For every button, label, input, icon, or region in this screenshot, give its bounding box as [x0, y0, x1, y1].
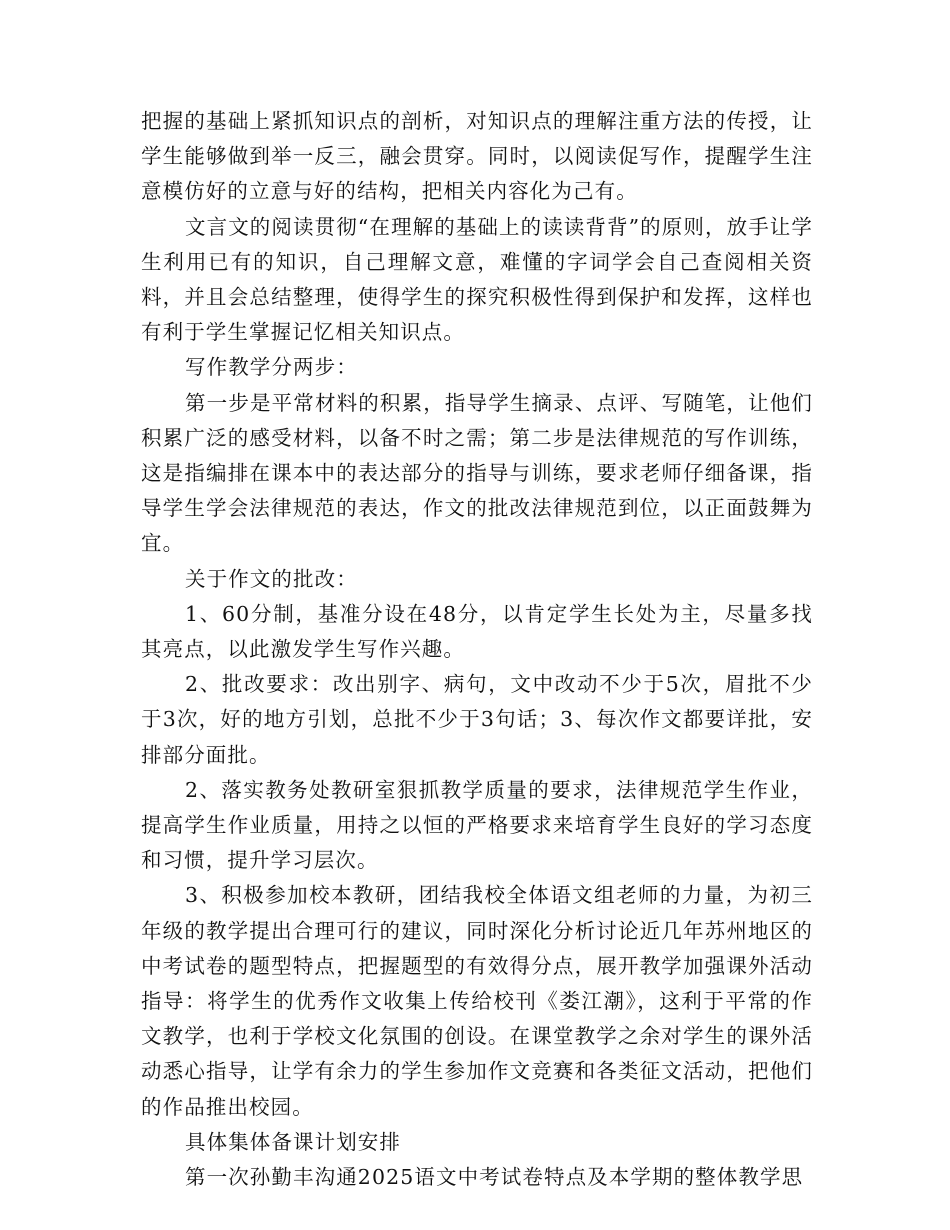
paragraph: 文言文的阅读贯彻“在理解的基础上的读读背背”的原则，放手让学生利用已有的知识，自己理解文意，难懂的字词学会自己查阅相关资料，并且会总结整理，使得学生的探究积极性得到保护和发挥，这样也有利于学生掌握记忆相关知识点。: [141, 214, 813, 345]
paragraph: 3、积极参加校本教研，团结我校全体语文组老师的力量，为初三年级的教学提出合理可行的建议，同时深化分析讨论近几年苏州地区的中考试卷的题型特点，把握题型的有效得分点，展开教学加强课外活动指导：将学生的优秀作文收集上传给校刊《娄江潮》，这利于平常的作文教学，也利于学校文化氛围的创设。在课堂教学之余对学生的课外活动悉心指导，让学有余力的学生参加作文竞赛和各类征文活动，把他们的作品推出校园。: [141, 883, 813, 1119]
paragraph: 第一步是平常材料的积累，指导学生摘录、点评、写随笔，让他们积累广泛的感受材料，以备不时之需；第二步是法律规范的写作训练，这是指编排在课本中的表达部分的指导与训练，要求老师仔细备课，指导学生学会法律规范的表达，作文的批改法律规范到位，以正面鼓舞为宜。: [141, 390, 813, 556]
paragraph: 第一次孙勤丰沟通2025语文中考试卷特点及本学期的整体教学思: [185, 1165, 804, 1190]
paragraph: 把握的基础上紧抓知识点的剖析，对知识点的理解注重方法的传授，让学生能够做到举一反三，融会贯穿。同时，以阅读促写作，提醒学生注意模仿好的立意与好的结构，把相关内容化为己有。: [141, 109, 813, 204]
paragraph: 具体集体备课计划安排: [185, 1129, 401, 1154]
paragraph: 2、落实教务处教研室狠抓教学质量的要求，法律规范学生作业，提高学生作业质量，用持之以恒的严格要求来培育学生良好的学习态度和习惯，提升学习层次。: [141, 777, 813, 873]
paragraph: 写作教学分两步：: [185, 355, 358, 380]
paragraph: 关于作文的批改：: [185, 566, 358, 591]
document-body: [141, 104, 813, 1195]
paragraph: 2、批改要求：改出别字、病句，文中改动不少于5次，眉批不少于3次，好的地方引划，总批不少于3句话；3、每次作文都要详批，安排部分面批。: [141, 672, 813, 767]
paragraph: 1、60分制，基准分设在48分，以肯定学生长处为主，尽量多找其亮点，以此激发学生写作兴趣。: [141, 601, 813, 662]
